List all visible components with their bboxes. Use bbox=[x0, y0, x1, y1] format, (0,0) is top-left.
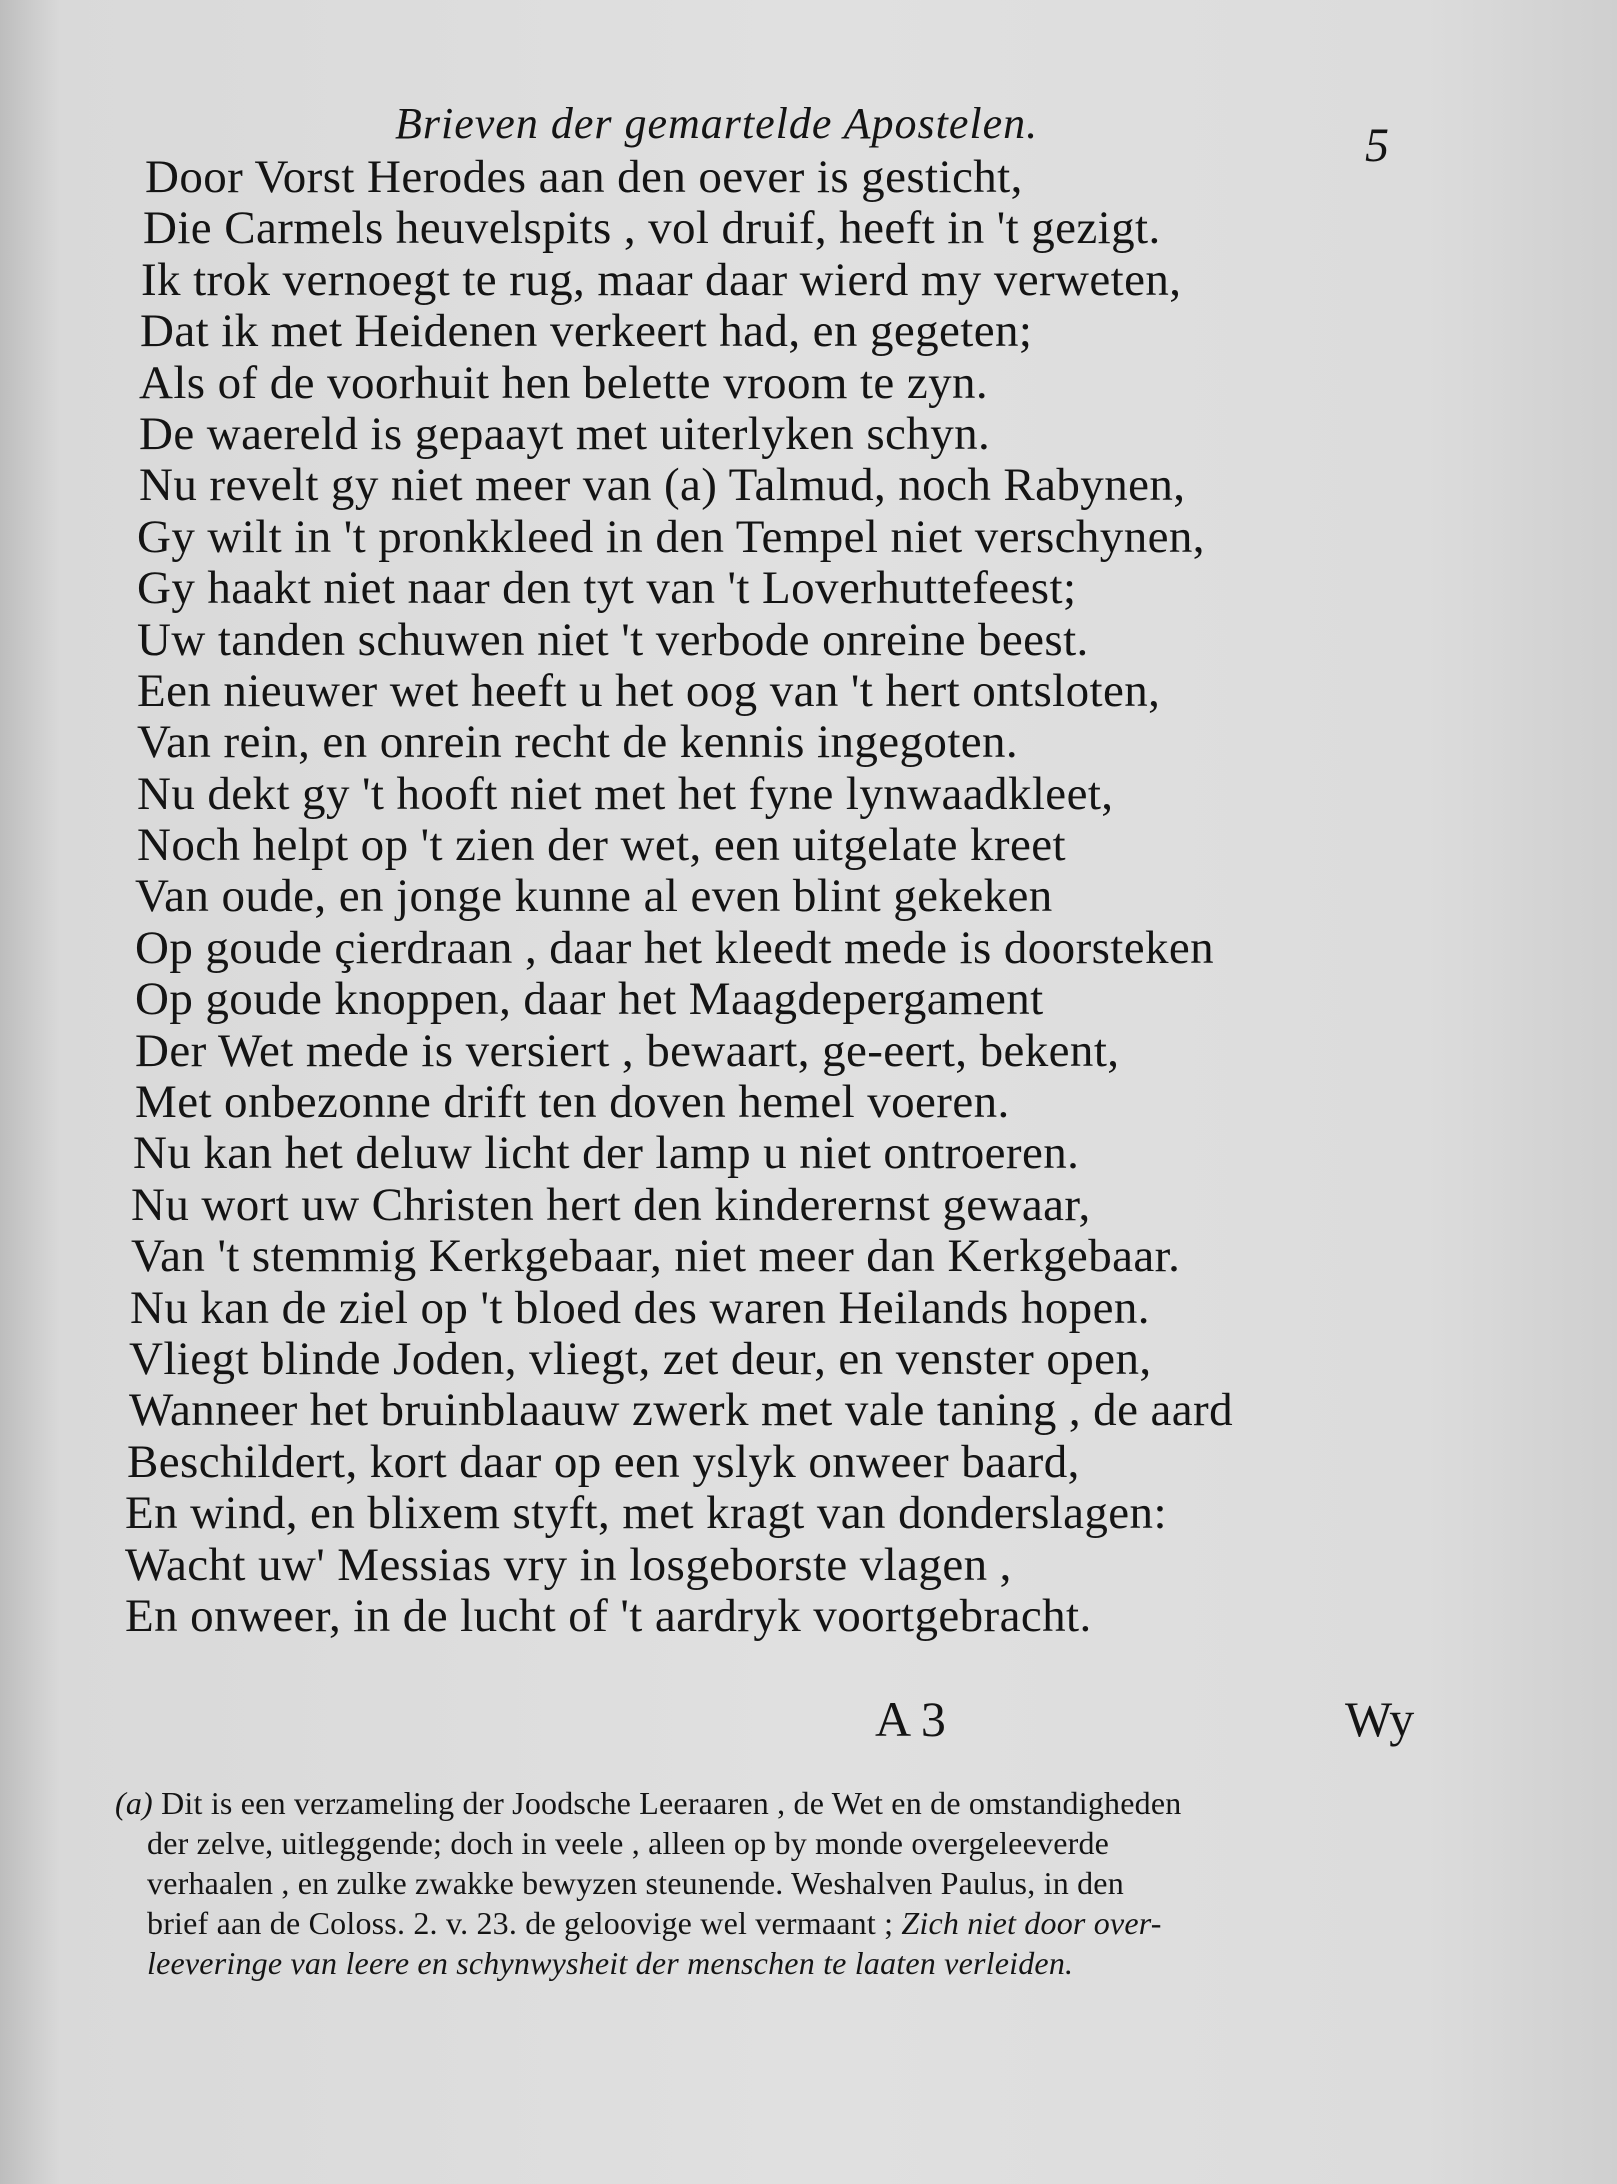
verse-line: Nu kan de ziel op 't bloed des waren Heilands hopen. bbox=[130, 1281, 1150, 1334]
footnote-text: brief aan de Coloss. 2. v. 23. de geloovige wel vermaant ; bbox=[147, 1905, 894, 1941]
footnote-text: Dit is een verzameling der Joodsche Leeraaren , de Wet en de omstandigheden bbox=[161, 1785, 1182, 1821]
verse-line: De waereld is gepaayt met uiterlyken schyn. bbox=[139, 407, 991, 460]
footnote-line: verhaalen , en zulke zwakke bewyzen steunende. Weshalven Paulus, in den bbox=[147, 1865, 1124, 1901]
verse-line: Wacht uw' Messias vry in losgeborste vlagen , bbox=[125, 1538, 1012, 1591]
verse-line: Op goude çierdraan , daar het kleedt mede is doorsteken bbox=[135, 921, 1215, 974]
catchword: Wy bbox=[1345, 1691, 1415, 1747]
poem-text bbox=[125, 152, 1425, 1642]
footnote-quote: Zich niet door over- bbox=[901, 1905, 1162, 1941]
footnote-line bbox=[115, 1783, 1445, 1823]
verse-line: Nu revelt gy niet meer van (a) Talmud, noch Rabynen, bbox=[139, 459, 1186, 512]
verse-line: En onweer, in de lucht of 't aardryk voortgebracht. bbox=[125, 1589, 1092, 1642]
footnote-line: der zelve, uitleggende; doch in veele , alleen op by monde overgeleeverde bbox=[147, 1825, 1110, 1861]
verse-line: Noch helpt op 't zien der wet, een uitgelate kreet bbox=[137, 819, 1066, 872]
verse-line: Die Carmels heuvelspits , vol druif, heeft in 't gezigt. bbox=[143, 202, 1161, 255]
verse-line: Gy haakt niet naar den tyt van 't Loverhuttefeest; bbox=[137, 562, 1077, 615]
page-number: 5 bbox=[1365, 119, 1389, 172]
verse-line: Door Vorst Herodes aan den oever is gesticht, bbox=[145, 151, 1023, 203]
running-title: Brieven der gemartelde Apostelen. bbox=[395, 99, 1039, 148]
footnote bbox=[115, 1783, 1445, 1983]
footnote-quote: leeveringe van leere en schynwysheit der menschen te laaten verleiden. bbox=[147, 1945, 1074, 1981]
verse-line: Van rein, en onrein recht de kennis ingegoten. bbox=[137, 716, 1019, 769]
verse-line: Vliegt blinde Joden, vliegt, zet deur, en venster open, bbox=[129, 1332, 1152, 1385]
verse-line: Nu kan het deluw licht der lamp u niet ontroeren. bbox=[133, 1127, 1080, 1180]
verse-line: Als of de voorhuit hen belette vroom te zyn. bbox=[139, 356, 989, 409]
verse-line: Dat ik met Heidenen verkeert had, en gegeten; bbox=[140, 305, 1033, 358]
verse-line: Gy wilt in 't pronkkleed in den Tempel niet verschynen, bbox=[137, 510, 1205, 563]
verse-line: Van 't stemmig Kerkgebaar, niet meer dan Kerkgebaar. bbox=[131, 1230, 1181, 1283]
footnote-line bbox=[115, 1903, 1445, 1943]
verse-line: Een nieuwer wet heeft u het oog van 't hert ontsloten, bbox=[137, 664, 1161, 717]
verse-line: Op goude knoppen, daar het Maagdepergament bbox=[135, 973, 1044, 1026]
signature-mark: A 3 bbox=[875, 1691, 946, 1747]
verse-line: Met onbezonne drift ten doven hemel voeren. bbox=[135, 1076, 1010, 1129]
verse-line: Beschildert, kort daar op een yslyk onweer baard, bbox=[127, 1435, 1080, 1488]
verse-line: Der Wet mede is versiert , bewaart, ge-eert, bekent, bbox=[135, 1024, 1120, 1077]
verse-line: Wanneer het bruinblaauw zwerk met vale taning , de aard bbox=[129, 1384, 1233, 1437]
verse-line: Uw tanden schuwen niet 't verbode onreine beest. bbox=[137, 613, 1089, 666]
verse-line: Van oude, en jonge kunne al even blint gekeken bbox=[135, 870, 1053, 923]
footnote-marker: (a) bbox=[115, 1785, 153, 1821]
verse-line: En wind, en blixem styft, met kragt van donderslagen: bbox=[125, 1487, 1167, 1540]
verse-line: Nu dekt gy 't hooft niet met het fyne lynwaadkleet, bbox=[137, 767, 1114, 820]
verse-line: Nu wort uw Christen hert den kinderernst gewaar, bbox=[131, 1178, 1091, 1231]
verse-line: Ik trok vernoegt te rug, maar daar wierd my verweten, bbox=[141, 253, 1182, 306]
